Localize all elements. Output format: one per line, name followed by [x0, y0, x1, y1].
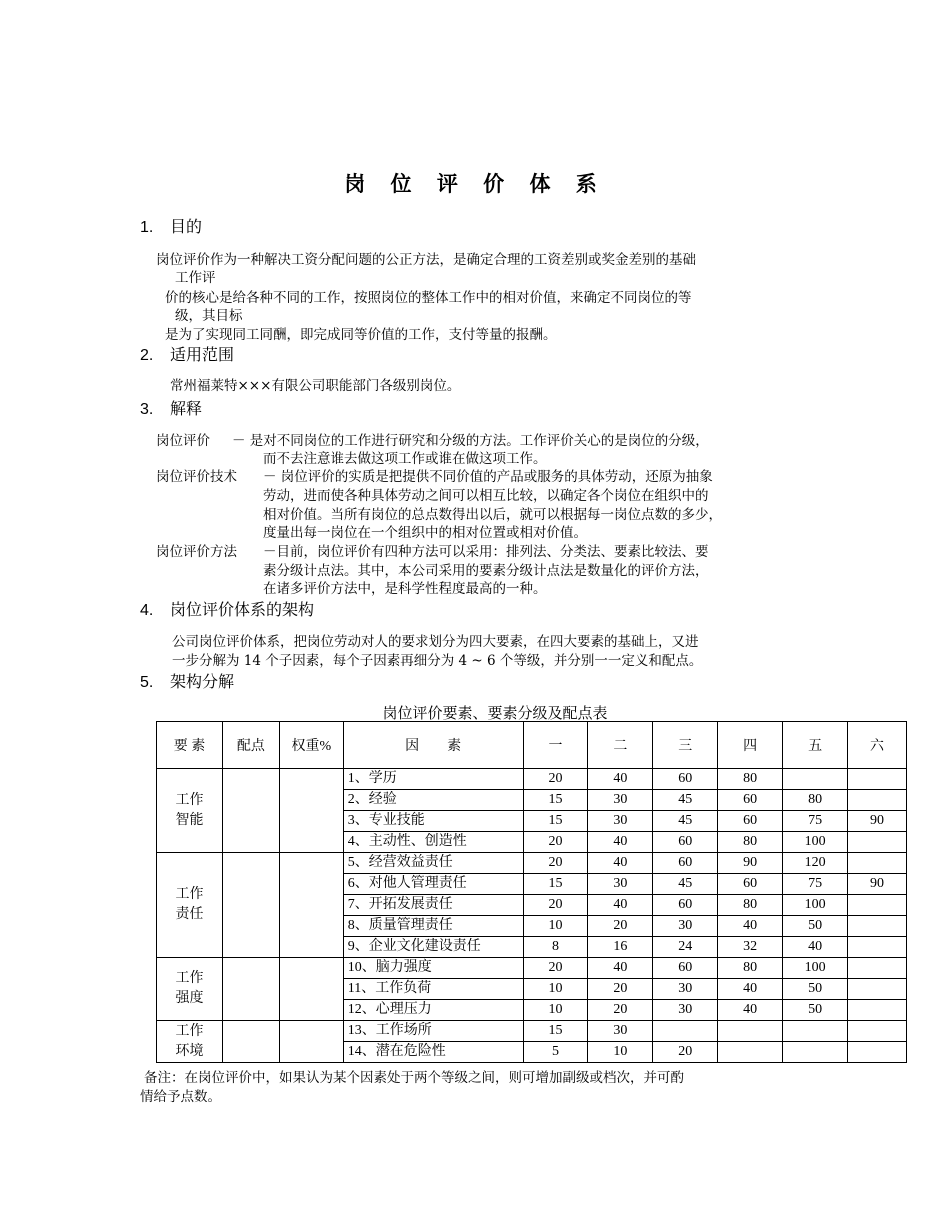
level-3-cell: 30 [653, 1000, 718, 1021]
table-caption: 岗位评价要素、要素分级及配点表 [382, 704, 608, 722]
purpose-line-4: 级，其目标 [175, 308, 243, 324]
level-5-cell [783, 769, 848, 790]
section-title: 解释 [170, 399, 203, 418]
header-level-2: 二 [588, 722, 653, 769]
section-title: 目的 [170, 217, 203, 236]
header-level-5: 五 [783, 722, 848, 769]
element-cell [157, 853, 223, 958]
weight-cell [279, 853, 343, 958]
section-number: 2. [140, 347, 154, 364]
page-title: 岗 位 评 价 体 系 [344, 171, 606, 196]
level-2-cell: 30 [588, 874, 653, 895]
factor-cell: 12、心理压力 [343, 1000, 523, 1021]
level-6-cell [848, 1021, 907, 1042]
factor-cell: 10、脑力强度 [343, 958, 523, 979]
header-element: 要 素 [157, 722, 223, 769]
header-weight: 权重% [279, 722, 343, 769]
factor-cell: 3、专业技能 [343, 811, 523, 832]
header-level-3: 三 [653, 722, 718, 769]
level-1-cell: 15 [523, 874, 588, 895]
level-5-cell: 75 [783, 811, 848, 832]
level-1-cell: 8 [523, 937, 588, 958]
level-2-cell: 30 [588, 1021, 653, 1042]
level-6-cell [848, 895, 907, 916]
factor-cell: 7、开拓发展责任 [343, 895, 523, 916]
level-5-cell: 100 [783, 958, 848, 979]
table-row [157, 853, 907, 874]
term-definition-line: 劳动，进而使各种具体劳动之间可以相互比较，以确定各个岗位在组织中的 [263, 488, 709, 504]
level-4-cell: 80 [718, 895, 783, 916]
factor-cell: 6、对他人管理责任 [343, 874, 523, 895]
section-number: 3. [140, 401, 154, 418]
factor-cell: 8、质量管理责任 [343, 916, 523, 937]
level-4-cell: 80 [718, 958, 783, 979]
level-5-cell: 80 [783, 790, 848, 811]
factor-cell: 11、工作负荷 [343, 979, 523, 1000]
level-2-cell: 40 [588, 853, 653, 874]
level-4-cell: 80 [718, 832, 783, 853]
level-6-cell [848, 790, 907, 811]
level-2-cell: 16 [588, 937, 653, 958]
architecture-line-1: 公司岗位评价体系，把岗位劳动对人的要求划分为四大要素，在四大要素的基础上，又进 [172, 634, 699, 650]
level-3-cell: 60 [653, 769, 718, 790]
term-definition-line: － 岗位评价的实质是把提供不同价值的产品或服务的具体劳动，还原为抽象 [263, 469, 713, 485]
level-1-cell: 20 [523, 832, 588, 853]
header-level-1: 一 [523, 722, 588, 769]
header-level-4: 四 [718, 722, 783, 769]
level-5-cell [783, 1042, 848, 1063]
level-3-cell: 45 [653, 811, 718, 832]
section-number: 4. [140, 602, 154, 619]
level-3-cell: 60 [653, 832, 718, 853]
level-6-cell [848, 958, 907, 979]
level-3-cell: 60 [653, 895, 718, 916]
level-3-cell: 60 [653, 853, 718, 874]
section-title: 岗位评价体系的架构 [170, 600, 315, 619]
table-row [157, 958, 907, 979]
section-heading-breakdown [140, 669, 234, 692]
level-5-cell: 100 [783, 832, 848, 853]
term-definition-line: 素分级计点法。其中，本公司采用的要素分级计点法是数量化的评价方法， [263, 563, 709, 579]
level-1-cell: 15 [523, 811, 588, 832]
level-1-cell: 20 [523, 895, 588, 916]
level-3-cell: 24 [653, 937, 718, 958]
element-label-line: 环境 [175, 1043, 204, 1059]
element-cell [157, 1021, 223, 1063]
points-cell [222, 958, 279, 1021]
term-label: 岗位评价 [156, 433, 210, 449]
level-6-cell [848, 916, 907, 937]
factor-cell: 4、主动性、创造性 [343, 832, 523, 853]
level-1-cell: 20 [523, 769, 588, 790]
evaluation-table [156, 721, 907, 1063]
level-6-cell [848, 937, 907, 958]
element-cell [157, 769, 223, 853]
purpose-line-5: 是为了实现同工同酬，即完成同等价值的工作，支付等量的报酬。 [165, 327, 557, 343]
level-1-cell: 10 [523, 979, 588, 1000]
level-2-cell: 40 [588, 832, 653, 853]
level-6-cell [848, 979, 907, 1000]
level-3-cell: 60 [653, 958, 718, 979]
factor-cell: 5、经营效益责任 [343, 853, 523, 874]
level-4-cell: 60 [718, 811, 783, 832]
element-label-line: 智能 [175, 812, 204, 828]
purpose-line-2: 工作评 [175, 270, 216, 286]
section-title: 适用范围 [170, 345, 235, 364]
term-definition-line: 而不去注意谁去做这项工作或谁在做这项工作。 [263, 451, 547, 467]
points-cell [222, 1021, 279, 1063]
points-cell [222, 769, 279, 853]
purpose-line-3: 价的核心是给各种不同的工作，按照岗位的整体工作中的相对价值，来确定不同岗位的等 [165, 290, 692, 306]
level-3-cell: 20 [653, 1042, 718, 1063]
level-4-cell: 40 [718, 1000, 783, 1021]
section-heading-explanation [140, 396, 202, 419]
level-6-cell [848, 832, 907, 853]
level-5-cell: 50 [783, 916, 848, 937]
level-4-cell: 32 [718, 937, 783, 958]
level-4-cell: 80 [718, 769, 783, 790]
note-line-1: 备注：在岗位评价中，如果认为某个因素处于两个等级之间，则可增加副级或档次，并可酌 [144, 1070, 684, 1086]
section-heading-architecture [140, 597, 314, 620]
level-1-cell: 15 [523, 1021, 588, 1042]
weight-cell [279, 958, 343, 1021]
level-3-cell: 30 [653, 916, 718, 937]
points-cell [222, 853, 279, 958]
level-4-cell: 40 [718, 916, 783, 937]
level-5-cell: 40 [783, 937, 848, 958]
weight-cell [279, 769, 343, 853]
element-label-line: 工作 [175, 792, 204, 808]
section-title: 架构分解 [170, 672, 235, 691]
scope-text: 常州福莱特×××有限公司职能部门各级别岗位。 [170, 378, 461, 394]
level-2-cell: 40 [588, 958, 653, 979]
header-factor: 因 素 [343, 722, 523, 769]
level-5-cell: 100 [783, 895, 848, 916]
section-heading-purpose [140, 214, 202, 237]
element-label-line: 工作 [175, 971, 204, 986]
factor-cell: 13、工作场所 [343, 1021, 523, 1042]
term-label: 岗位评价方法 [156, 544, 237, 560]
level-3-cell [653, 1021, 718, 1042]
level-6-cell [848, 1042, 907, 1063]
weight-cell [279, 1021, 343, 1063]
section-number: 1. [140, 219, 154, 236]
level-1-cell: 5 [523, 1042, 588, 1063]
level-6-cell [848, 853, 907, 874]
term-definition-line: 在诸多评价方法中，是科学性程度最高的一种。 [263, 581, 547, 597]
element-label-line: 强度 [175, 991, 204, 1006]
level-1-cell: 20 [523, 958, 588, 979]
level-1-cell: 20 [523, 853, 588, 874]
level-4-cell: 60 [718, 790, 783, 811]
table-body [157, 769, 907, 1063]
level-2-cell: 30 [588, 811, 653, 832]
term-definition-line: － 是对不同岗位的工作进行研究和分级的方法。工作评价关心的是岗位的分级， [232, 433, 709, 449]
header-level-6: 六 [848, 722, 907, 769]
factor-cell: 14、潜在危险性 [343, 1042, 523, 1063]
level-1-cell: 10 [523, 916, 588, 937]
level-4-cell: 40 [718, 979, 783, 1000]
level-4-cell [718, 1021, 783, 1042]
level-5-cell: 75 [783, 874, 848, 895]
section-heading-scope [140, 342, 234, 365]
level-6-cell [848, 1000, 907, 1021]
purpose-line-1: 岗位评价作为一种解决工资分配问题的公正方法，是确定合理的工资差别或奖金差别的基础 [156, 252, 696, 268]
level-2-cell: 20 [588, 1000, 653, 1021]
level-6-cell: 90 [848, 874, 907, 895]
element-label-line: 责任 [175, 907, 204, 922]
level-4-cell [718, 1042, 783, 1063]
level-5-cell [783, 1021, 848, 1042]
element-label-line: 工作 [175, 887, 204, 902]
level-2-cell: 40 [588, 895, 653, 916]
level-2-cell: 40 [588, 769, 653, 790]
term-definition-line: －目前，岗位评价有四种方法可以采用：排列法、分类法、要素比较法、要 [263, 544, 709, 560]
element-cell [157, 958, 223, 1021]
level-3-cell: 45 [653, 790, 718, 811]
level-1-cell: 15 [523, 790, 588, 811]
level-5-cell: 50 [783, 1000, 848, 1021]
level-3-cell: 30 [653, 979, 718, 1000]
level-2-cell: 10 [588, 1042, 653, 1063]
factor-cell: 9、企业文化建设责任 [343, 937, 523, 958]
table-row [157, 1021, 907, 1042]
level-6-cell: 90 [848, 811, 907, 832]
term-definition-line: 度量出每一岗位在一个组织中的相对位置或相对价值。 [263, 525, 587, 541]
section-number: 5. [140, 674, 154, 691]
factor-cell: 1、学历 [343, 769, 523, 790]
term-definition-line: 相对价值。当所有岗位的总点数得出以后，就可以根据每一岗位点数的多少， [263, 507, 722, 523]
header-points: 配点 [222, 722, 279, 769]
level-1-cell: 10 [523, 1000, 588, 1021]
term-label: 岗位评价技术 [156, 469, 237, 485]
level-3-cell: 45 [653, 874, 718, 895]
level-4-cell: 90 [718, 853, 783, 874]
level-2-cell: 20 [588, 979, 653, 1000]
level-2-cell: 30 [588, 790, 653, 811]
architecture-line-2: 一步分解为 14 个子因素，每个子因素再细分为 4 ~ 6 个等级，并分别一一定义和配点。 [172, 653, 703, 669]
level-2-cell: 20 [588, 916, 653, 937]
level-6-cell [848, 769, 907, 790]
table-row [157, 769, 907, 790]
element-label-line: 工作 [175, 1023, 204, 1039]
table-header-row [157, 722, 907, 769]
level-5-cell: 50 [783, 979, 848, 1000]
level-4-cell: 60 [718, 874, 783, 895]
note-line-2: 情给予点数。 [140, 1089, 221, 1105]
level-5-cell: 120 [783, 853, 848, 874]
factor-cell: 2、经验 [343, 790, 523, 811]
